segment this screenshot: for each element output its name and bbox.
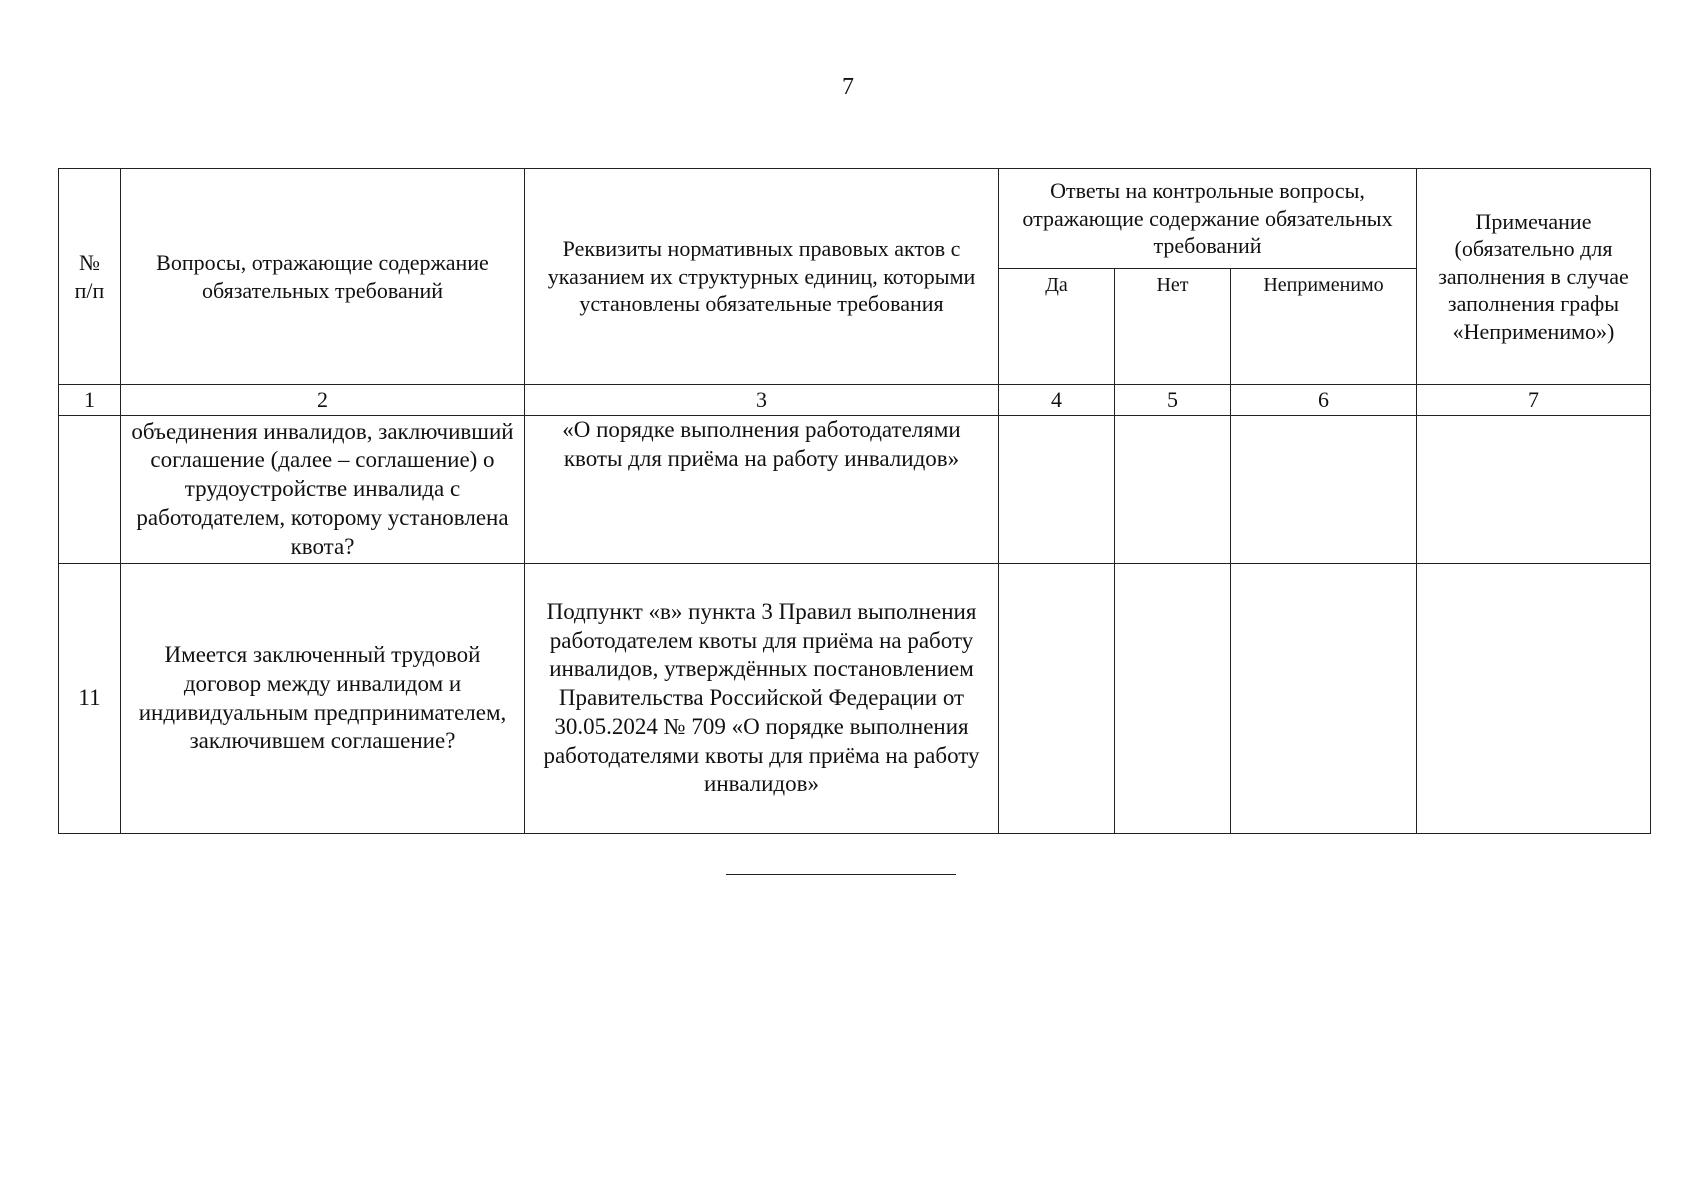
header-num: № п/п — [59, 169, 121, 385]
answer-na-cell[interactable] — [1231, 564, 1417, 834]
header-answers: Ответы на контрольные вопросы, отражающие содержание обязательных требований — [999, 169, 1417, 269]
answer-yes-cell[interactable] — [999, 416, 1115, 564]
note-cell[interactable] — [1417, 564, 1651, 834]
column-number: 4 — [999, 385, 1115, 416]
column-number: 5 — [1115, 385, 1231, 416]
row-question: объединения инвалидов, заключивший соглашение (далее – соглашение) о трудоустройстве инвалида с работодателем, которому установлена квота? — [121, 416, 525, 564]
checklist-table — [58, 168, 1651, 834]
header-no: Нет — [1115, 269, 1231, 385]
answer-no-cell[interactable] — [1115, 416, 1231, 564]
header-yes: Да — [999, 269, 1115, 385]
header-note: Примечание (обязательно для заполнения в случае заполнения графы «Неприменимо») — [1417, 169, 1651, 385]
answer-na-cell[interactable] — [1231, 416, 1417, 564]
note-cell[interactable] — [1417, 416, 1651, 564]
header-questions: Вопросы, отражающие содержание обязательных требований — [121, 169, 525, 385]
column-number-row — [59, 385, 1651, 416]
header-requisites: Реквизиты нормативных правовых актов с указанием их структурных единиц, которыми установлены обязательные требования — [525, 169, 999, 385]
table-row — [59, 416, 1651, 564]
end-divider — [726, 874, 956, 875]
row-number — [59, 416, 121, 564]
answer-no-cell[interactable] — [1115, 564, 1231, 834]
column-number: 1 — [59, 385, 121, 416]
row-requisites: Подпункт «в» пункта 3 Правил выполнения работодателем квоты для приёма на работу инвалидов, утверждённых постановлением Правительства Российской Федерации от 30.05.2024 № 709 «О порядке выполнения работодателями квоты для приёма на работу инвалидов» — [525, 564, 999, 834]
page-number: 7 — [842, 74, 854, 100]
header-row-1 — [59, 169, 1651, 269]
header-na: Неприменимо — [1231, 269, 1417, 385]
row-question: Имеется заключенный трудовой договор между инвалидом и индивидуальным предпринимателем, заключившем соглашение? — [121, 564, 525, 834]
column-number: 6 — [1231, 385, 1417, 416]
column-number: 2 — [121, 385, 525, 416]
column-number: 3 — [525, 385, 999, 416]
row-number: 11 — [59, 564, 121, 834]
column-number: 7 — [1417, 385, 1651, 416]
table-row — [59, 564, 1651, 834]
row-requisites: «О порядке выполнения работодателями квоты для приёма на работу инвалидов» — [525, 416, 999, 564]
answer-yes-cell[interactable] — [999, 564, 1115, 834]
